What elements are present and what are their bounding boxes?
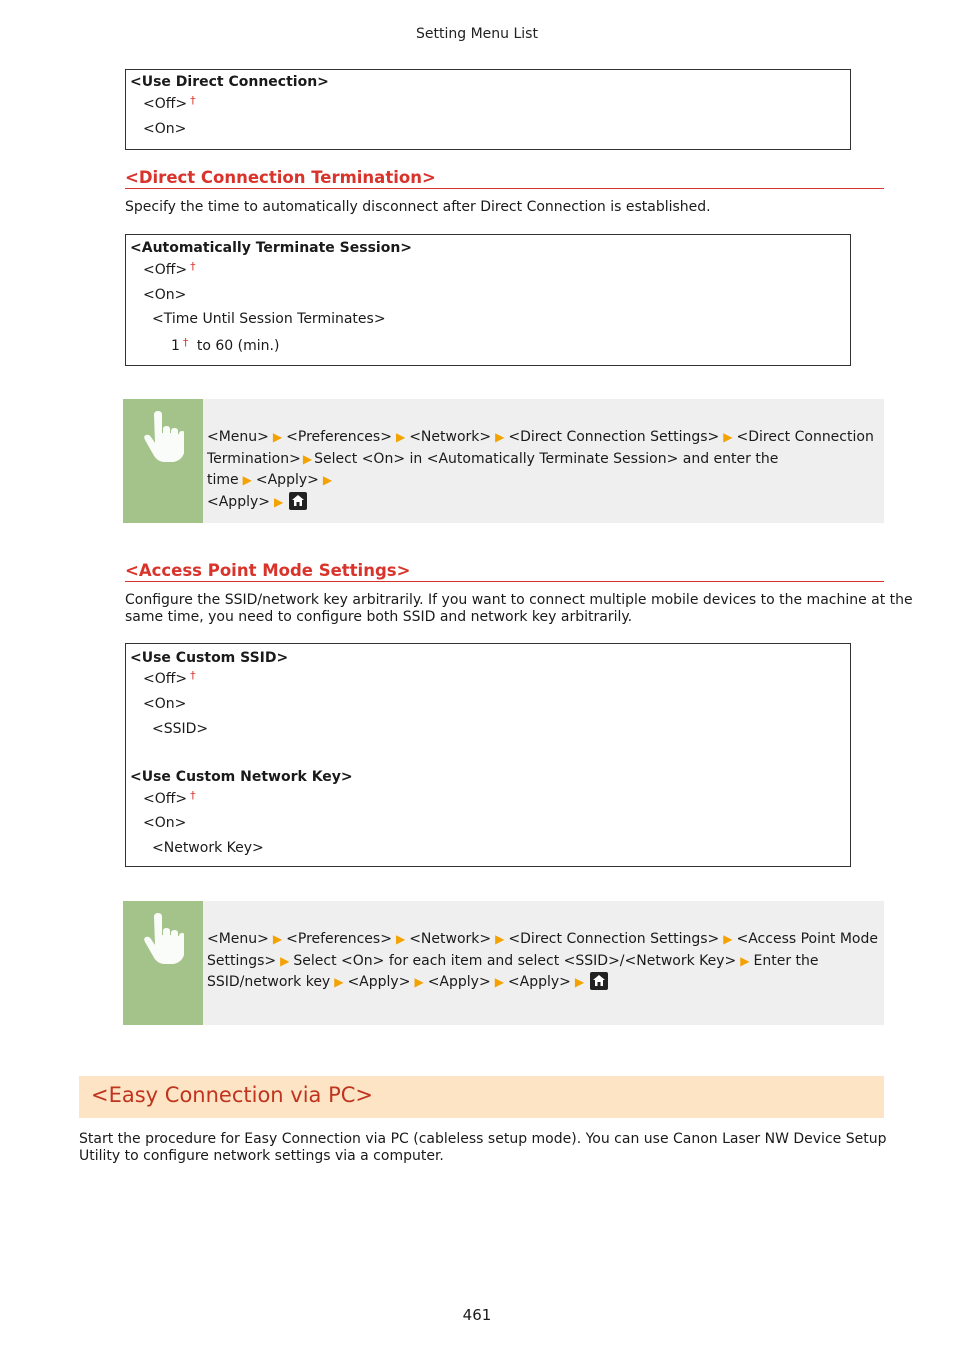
arrow-right-icon: ▶ <box>574 975 585 989</box>
setting-title: <Use Direct Connection> <box>130 74 329 90</box>
section-description: Specify the time to automatically disconnect after Direct Connection is established. <box>125 199 711 215</box>
home-icon <box>289 492 307 510</box>
hand-pointer-icon <box>140 913 184 969</box>
note-sidebar <box>123 901 203 1025</box>
default-mark: † <box>182 336 189 349</box>
setting-box-auto-terminate <box>125 234 851 366</box>
option-off: <Off> † <box>143 94 196 112</box>
option-on: <On> <box>143 121 187 137</box>
arrow-right-icon: ▶ <box>414 975 424 989</box>
option-on: <On> <box>143 287 187 303</box>
section-banner-easy-connection <box>79 1076 884 1118</box>
section-description-line2: Utility to configure network settings via a computer. <box>79 1148 444 1164</box>
arrow-right-icon: ▶ <box>723 430 733 444</box>
option-on: <On> <box>143 696 187 712</box>
default-mark: † <box>190 669 196 682</box>
arrow-right-icon: ▶ <box>280 953 290 968</box>
section-description-line1: Start the procedure for Easy Connection via PC (cableless setup mode). You can use Canon Laser NW Device Setup <box>79 1131 887 1147</box>
arrow-right-icon: ▶ <box>495 430 505 444</box>
arrow-right-icon: ▶ <box>740 953 750 968</box>
arrow-right-icon: ▶ <box>723 932 733 946</box>
arrow-right-icon: ▶ <box>494 975 504 989</box>
section-description-line1: Configure the SSID/network key arbitrarily. If you want to connect multiple mobile devices to the machine at the <box>125 592 913 608</box>
sub-setting-network-key: <Network Key> <box>152 840 264 856</box>
section-heading-termination: <Direct Connection Termination> <box>125 168 884 189</box>
arrow-right-icon: ▶ <box>322 473 333 487</box>
arrow-right-icon: ▶ <box>272 430 283 444</box>
note-text: <Menu> ▶ <Preferences> ▶ <Network> ▶ <Direct Connection Settings> ▶ <Access Point Mode Settings> ▶ Select <On> for each item and select <SSID>/<Network Key> ▶ Enter the SSID/network key ▶ <Apply> ▶ <Apply> ▶ <Apply> ▶ <box>207 931 878 990</box>
hand-pointer-icon <box>140 411 184 467</box>
navigation-note-access-point <box>123 901 884 1025</box>
home-icon <box>590 972 608 990</box>
arrow-right-icon: ▶ <box>495 932 505 946</box>
arrow-right-icon: ▶ <box>334 975 344 989</box>
option-off: <Off> † <box>143 260 196 278</box>
default-mark: † <box>190 94 196 107</box>
arrow-right-icon: ▶ <box>395 932 406 946</box>
navigation-note-termination <box>123 399 884 523</box>
setting-box-access-point <box>125 643 851 867</box>
option-off: <Off> † <box>143 669 196 687</box>
sub-setting: <Time Until Session Terminates> <box>152 311 386 327</box>
setting-title-network-key: <Use Custom Network Key> <box>130 769 353 785</box>
range-value: 1 † to 60 (min.) <box>171 336 280 354</box>
page-number: 461 <box>462 1306 492 1324</box>
option-off: <Off> † <box>143 789 196 807</box>
arrow-right-icon: ▶ <box>302 451 313 466</box>
section-heading-access-point: <Access Point Mode Settings> <box>125 561 884 582</box>
arrow-right-icon: ▶ <box>395 430 406 444</box>
option-on: <On> <box>143 815 187 831</box>
page-header-title: Setting Menu List <box>416 26 538 42</box>
default-mark: † <box>190 789 196 802</box>
setting-title: <Automatically Terminate Session> <box>130 240 413 256</box>
sub-setting-ssid: <SSID> <box>152 721 209 737</box>
arrow-right-icon: ▶ <box>274 494 284 509</box>
arrow-right-icon: ▶ <box>242 473 252 487</box>
section-description-line2: same time, you need to configure both SSID and network key arbitrarily. <box>125 609 633 625</box>
setting-box-use-direct-connection <box>125 69 851 150</box>
setting-title-ssid: <Use Custom SSID> <box>130 650 289 666</box>
arrow-right-icon: ▶ <box>272 932 283 946</box>
default-mark: † <box>190 260 196 273</box>
note-sidebar <box>123 399 203 523</box>
note-text: <Menu> ▶ <Preferences> ▶ <Network> ▶ <Direct Connection Settings> ▶ <Direct Connection Termination> ▶ Select <On> in <Automatically Terminate Session> and enter the time ▶ <Apply> ▶ <Apply> ▶ <box>207 429 874 510</box>
section-heading-easy-connection: <Easy Connection via PC> <box>91 1083 374 1107</box>
